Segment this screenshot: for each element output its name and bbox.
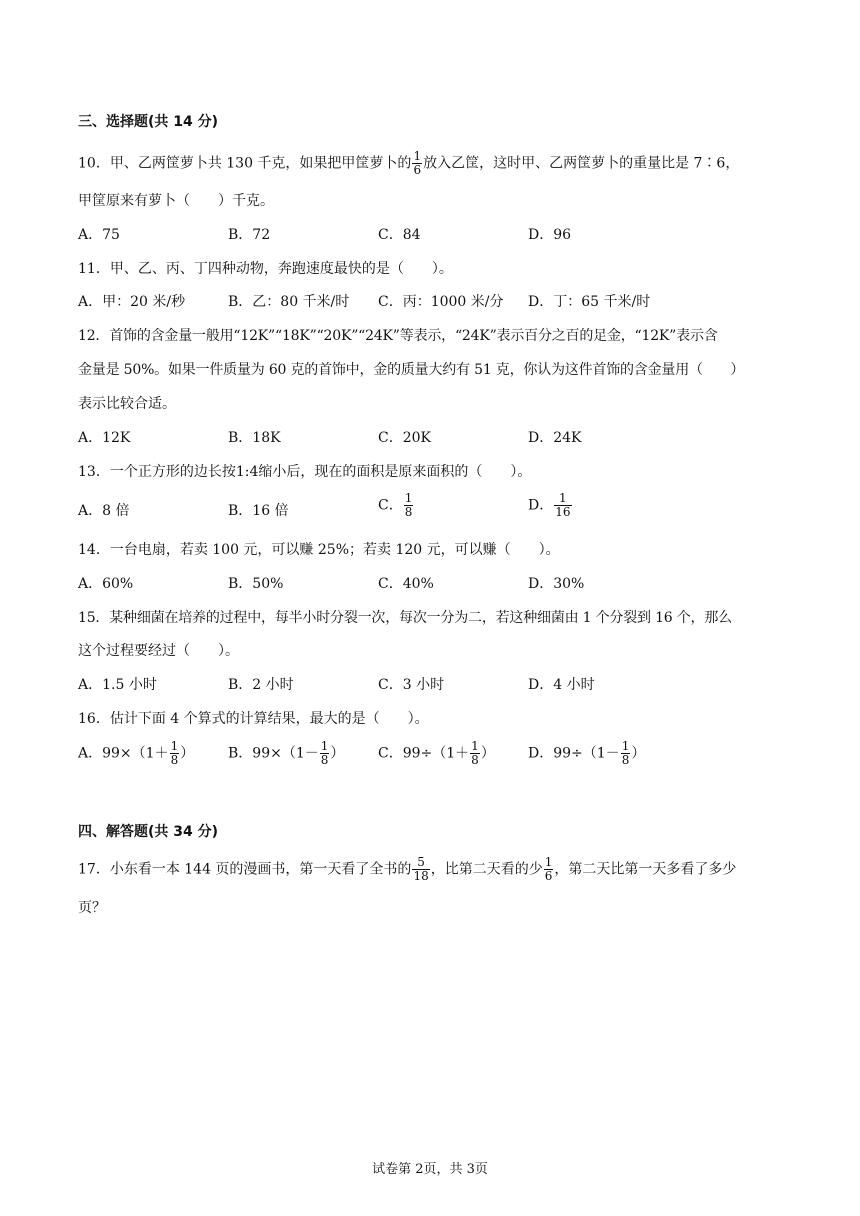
q17-fraction-2-numerator: 1: [544, 855, 553, 869]
q16-option-a-numerator: 1: [170, 739, 179, 753]
q17-fraction-2-denominator: 6: [544, 869, 553, 883]
q13-option-d-label: D．: [528, 497, 554, 514]
q10-text-pre: 10．甲、乙两筐萝卜共 130 千克，如果把甲筐萝卜的: [78, 155, 412, 172]
q10-fraction-numerator: 1: [413, 149, 422, 163]
q13-option-d-numerator: 1: [554, 492, 571, 506]
q12-option-a: A．12K: [78, 430, 131, 446]
q16-option-c-fraction: [470, 740, 480, 767]
q11-option-d: D．丁：65 千米/时: [528, 294, 651, 310]
q17-fraction-2: [544, 856, 554, 883]
q14-option-d: D．30%: [528, 576, 585, 592]
question-12-line-3: 表示比较合适。: [78, 396, 176, 412]
q16-option-c-numerator: 1: [471, 739, 479, 753]
question-14: 14．一台电扇，若卖 100 元，可以赚 25%；若卖 120 元，可以赚（ ）。: [78, 542, 560, 558]
q14-option-a: A．60%: [78, 576, 134, 592]
q12-option-c: C．20K: [378, 430, 431, 446]
q17-fraction-1: [412, 856, 429, 883]
q15-option-d: D．4 小时: [528, 677, 595, 693]
q13-option-b: B．16 倍: [228, 503, 289, 519]
q16-option-d-fraction: [621, 740, 631, 767]
question-12-line-1: 12．首饰的含金量一般用“12K”“18K”“20K”“24K”等表示，“24K”表示百分之百的足金，“12K”表示含: [78, 328, 718, 344]
q16-option-a-pre: A．99×（1＋: [78, 745, 169, 762]
section-title-solve: 四、解答题(共 34 分): [78, 824, 219, 840]
q16-option-b-pre: B．99×（1－: [228, 745, 319, 762]
q17-text-pre: 17．小东看一本 144 页的漫画书，第一天看了全书的: [78, 861, 412, 878]
question-12-line-2: 金量是 50%。如果一件质量为 60 克的首饰中，金的质量大约有 51 克，你认为这件首饰的含金量用（ ）: [78, 362, 745, 378]
section-title-choice: 三、选择题(共 14 分): [78, 114, 219, 130]
q17-fraction-1-numerator: 5: [412, 856, 429, 870]
question-17-line-1: [78, 856, 736, 883]
q10-option-a: A．75: [78, 227, 120, 243]
question-17-line-2: 页？: [78, 900, 106, 916]
q13-option-d: [528, 492, 573, 519]
q16-option-c-denominator: 8: [471, 753, 479, 767]
q15-option-a: A．1.5 小时: [78, 677, 157, 693]
q16-option-c-post: ）: [480, 745, 495, 762]
q13-option-d-denominator: 16: [555, 505, 571, 519]
question-13: 13．一个正方形的边长按1:4缩小后，现在的面积是原来面积的（ ）。: [78, 464, 532, 480]
q16-option-b-numerator: 1: [320, 739, 329, 753]
q10-option-c: C．84: [378, 227, 421, 243]
q10-fraction-denominator: 6: [413, 163, 422, 177]
q17-text-post: ，第二天比第一天多看了多少: [554, 861, 737, 878]
q13-option-c-numerator: 1: [404, 491, 413, 505]
q12-option-d: D．24K: [528, 430, 582, 446]
q11-option-b: B．乙：80 千米/时: [228, 294, 350, 310]
q13-option-c: [378, 492, 414, 519]
q16-option-a: [78, 740, 194, 767]
q16-option-b-fraction: [320, 740, 330, 767]
question-16: 16．估计下面 4 个算式的计算结果，最大的是（ ）。: [78, 711, 429, 727]
question-11: 11．甲、乙、丙、丁四种动物，奔跑速度最快的是（ ）。: [78, 261, 453, 277]
q16-option-b: [228, 740, 344, 767]
q16-option-a-post: ）: [180, 745, 195, 762]
q13-option-c-denominator: 8: [404, 505, 413, 519]
q16-option-d-denominator: 8: [621, 753, 630, 767]
q16-option-b-post: ）: [330, 745, 345, 762]
question-10-line-2: 甲筐原来有萝卜（ ）千克。: [78, 193, 274, 209]
q13-option-c-label: C．: [378, 497, 403, 514]
q17-text-mid: ，比第二天看的少: [430, 861, 543, 878]
q15-option-c: C．3 小时: [378, 677, 445, 693]
q15-option-b: B．2 小时: [228, 677, 294, 693]
q16-option-b-denominator: 8: [320, 753, 329, 767]
q16-option-a-denominator: 8: [170, 753, 179, 767]
q12-option-b: B．18K: [228, 430, 281, 446]
q10-option-b: B．72: [228, 227, 271, 243]
q13-option-d-fraction: [554, 492, 571, 519]
question-15-line-2: 这个过程要经过（ ）。: [78, 643, 239, 659]
q17-fraction-1-denominator: 18: [413, 869, 429, 883]
q10-fraction: [412, 150, 422, 177]
page-footer: 试卷第 2页，共 3页: [372, 1162, 488, 1177]
q10-option-d: D．96: [528, 227, 572, 243]
q16-option-d: [528, 740, 645, 767]
q16-option-a-fraction: [170, 740, 180, 767]
q16-option-d-post: ）: [631, 745, 646, 762]
q11-option-c: C．丙：1000 米/分: [378, 294, 504, 310]
q11-option-a: A．甲：20 米/秒: [78, 294, 186, 310]
q13-option-a: A．8 倍: [78, 503, 130, 519]
q16-option-c: [378, 740, 495, 767]
q10-text-post: 放入乙筐，这时甲、乙两筐萝卜的重量比是 7∶6，: [423, 155, 740, 172]
q16-option-d-pre: D．99÷（1－: [528, 745, 620, 762]
q14-option-c: C．40%: [378, 576, 434, 592]
q16-option-d-numerator: 1: [621, 739, 630, 753]
question-10-line-1: [78, 150, 739, 177]
question-15-line-1: 15．某种细菌在培养的过程中，每半小时分裂一次，每次一分为二，若这种细菌由 1 个分裂到 16 个，那么: [78, 610, 732, 626]
q14-option-b: B．50%: [228, 576, 284, 592]
q13-option-c-fraction: [404, 492, 414, 519]
q16-option-c-pre: C．99÷（1＋: [378, 745, 470, 762]
